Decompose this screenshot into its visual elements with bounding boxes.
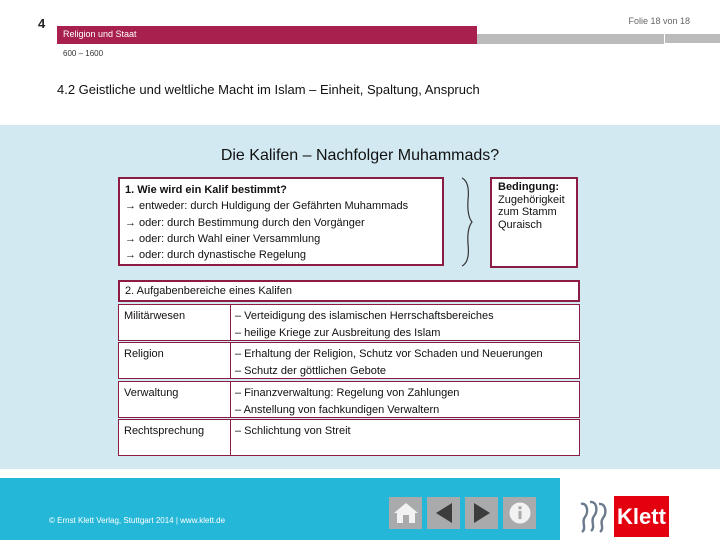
question2-title: 2. Aufgabenbereiche eines Kalifen bbox=[118, 280, 580, 302]
task-line: – Anstellung von fachkundigen Verwaltern bbox=[235, 403, 440, 416]
title-bar-end bbox=[665, 34, 720, 43]
task-row-rechtsprechung bbox=[118, 419, 580, 456]
task-lines bbox=[235, 346, 577, 379]
klett-logo-text: Klett bbox=[614, 496, 669, 537]
condition-box bbox=[490, 177, 578, 268]
klett-logo-icon bbox=[576, 498, 610, 534]
task-row-religion bbox=[118, 342, 580, 379]
question1-line: → entweder: durch Huldigung der Gefährten Muhammads bbox=[125, 200, 409, 213]
task-line: – Erhaltung der Religion, Schutz vor Schaden und Neuerungen bbox=[235, 348, 543, 360]
info-icon bbox=[508, 501, 532, 525]
question1-line: → oder: durch Bestimmung durch den Vorgänger bbox=[125, 216, 365, 229]
task-area: Religion bbox=[124, 348, 164, 360]
task-lines bbox=[235, 308, 577, 341]
condition-title: Bedingung: bbox=[498, 181, 560, 193]
condition-line: Quraisch bbox=[498, 218, 543, 231]
task-line: – Schlichtung von Streit bbox=[235, 425, 351, 437]
home-button[interactable] bbox=[389, 497, 422, 529]
task-row-verwaltung bbox=[118, 381, 580, 418]
task-row-militaerwesen bbox=[118, 304, 580, 341]
task-area: Militärwesen bbox=[124, 310, 186, 322]
task-line: – Finanzverwaltung: Regelung von Zahlungen bbox=[235, 387, 460, 399]
column-divider bbox=[230, 382, 231, 417]
condition-line: zum Stamm bbox=[498, 206, 557, 218]
task-lines bbox=[235, 385, 577, 418]
task-area: Rechtsprechung bbox=[124, 425, 205, 437]
info-button[interactable] bbox=[503, 497, 536, 529]
back-button[interactable] bbox=[427, 497, 460, 529]
main-heading: Die Kalifen – Nachfolger Muhammads? bbox=[220, 147, 500, 164]
back-icon bbox=[433, 501, 455, 525]
forward-icon bbox=[471, 501, 493, 525]
chapter-title-bar bbox=[57, 26, 477, 44]
task-lines bbox=[235, 423, 577, 440]
klett-logo bbox=[570, 488, 720, 540]
question1-line: → oder: durch Wahl einer Versammlung bbox=[125, 232, 321, 245]
task-line: – Schutz der göttlichen Gebote bbox=[235, 364, 387, 377]
column-divider bbox=[230, 420, 231, 455]
date-range: 600 – 1600 bbox=[63, 49, 104, 58]
question1-title: 1. Wie wird ein Kalif bestimmt? bbox=[125, 184, 287, 196]
task-area: Verwaltung bbox=[124, 387, 179, 399]
copyright-text: © Ernst Klett Verlag, Stuttgart 2014 | www.klett.de bbox=[49, 516, 226, 525]
task-line: – Verteidigung des islamischen Herrschaftsbereiches bbox=[235, 310, 494, 322]
forward-button[interactable] bbox=[465, 497, 498, 529]
column-divider bbox=[230, 343, 231, 378]
brace-icon bbox=[460, 176, 474, 268]
condition-line: Zugehörigkeit bbox=[498, 193, 565, 206]
chapter-number: 4 bbox=[38, 16, 46, 31]
column-divider bbox=[230, 305, 231, 340]
slide-counter: Folie 18 von 18 bbox=[628, 16, 690, 26]
chapter-title: Religion und Staat bbox=[63, 29, 137, 39]
section-title: 4.2 Geistliche und weltliche Macht im Islam – Einheit, Spaltung, Anspruch bbox=[57, 82, 480, 97]
home-icon bbox=[393, 501, 419, 525]
task-line: – heilige Kriege zur Ausbreitung des Islam bbox=[235, 326, 441, 339]
question1-box bbox=[118, 177, 444, 266]
title-bar-rule bbox=[477, 33, 664, 44]
question1-line: → oder: durch dynastische Regelung bbox=[125, 249, 306, 262]
